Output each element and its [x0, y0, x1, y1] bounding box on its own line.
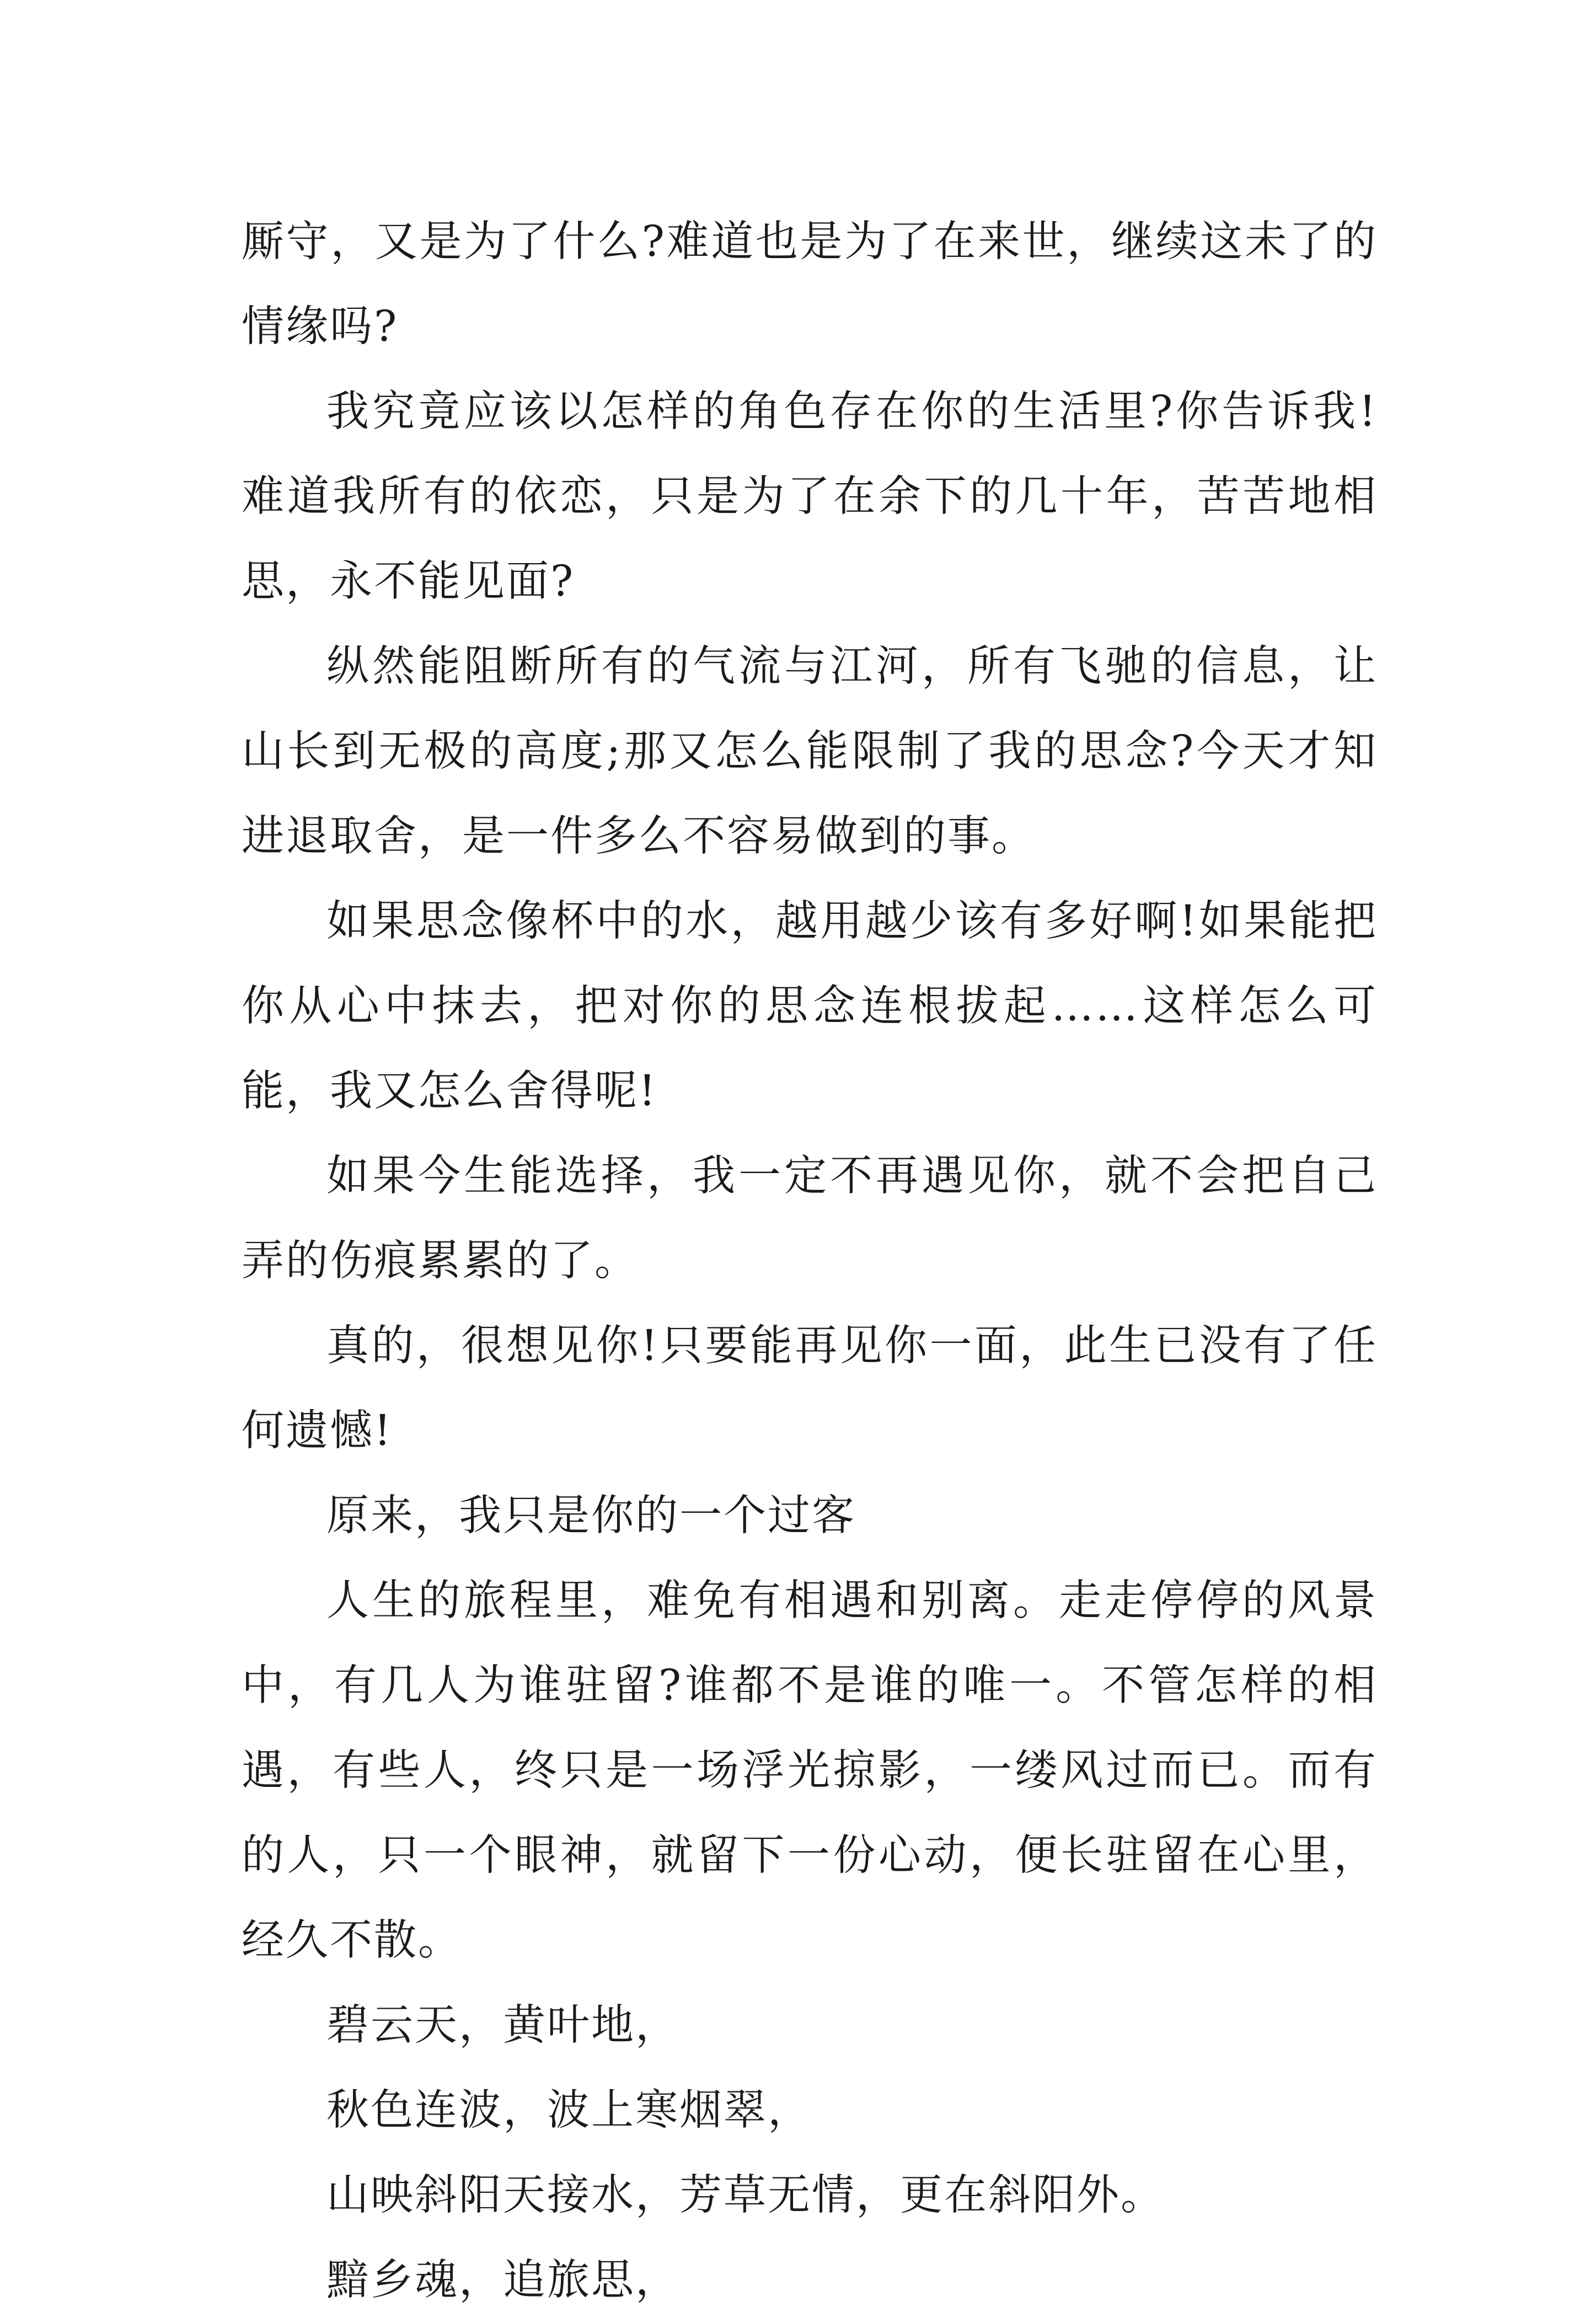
paragraph: 纵然能阻断所有的气流与江河，所有飞驰的信息，让山长到无极的高度;那又怎么能限制了我的思念?今天才知进退取舍，是一件多么不容易做到的事。 — [242, 642, 1378, 861]
body-text — [242, 200, 1378, 2323]
poem-line: 山映斜阳天接水，芳草无情，更在斜阳外。 — [326, 2171, 1165, 2220]
paragraph: 人生的旅程里，难免有相遇和别离。走走停停的风景中，有几人为谁驻留?谁都不是谁的唯一。不管怎样的相遇，有些人，终只是一场浮光掠影，一缕风过而已。而有的人，只一个眼神，就留下一份心动，便长驻留在心里，经久不散。 — [242, 1576, 1378, 1965]
poem-line: 黯乡魂，追旅思， — [326, 2256, 679, 2305]
section-heading: 原来，我只是你的一个过客 — [326, 1491, 856, 1540]
poem-line: 碧云天，黄叶地， — [326, 2001, 679, 2050]
paragraph: 如果今生能选择，我一定不再遇见你，就不会把自己弄的伤痕累累的了。 — [242, 1152, 1378, 1286]
paragraph: 我究竟应该以怎样的角色存在你的生活里?你告诉我!难道我所有的依恋，只是为了在余下的几十年，苦苦地相思，永不能见面? — [242, 387, 1378, 606]
paragraph: 如果思念像杯中的水，越用越少该有多好啊!如果能把你从心中抹去，把对你的思念连根拔起……这样怎么可能，我又怎么舍得呢! — [242, 897, 1378, 1116]
poem-line: 秋色连波，波上寒烟翠， — [326, 2086, 812, 2135]
paragraph: 厮守，又是为了什么?难道也是为了在来世，继续这未了的情缘吗? — [242, 217, 1378, 351]
paragraph: 真的，很想见你!只要能再见你一面，此生已没有了任何遗憾! — [242, 1321, 1378, 1455]
